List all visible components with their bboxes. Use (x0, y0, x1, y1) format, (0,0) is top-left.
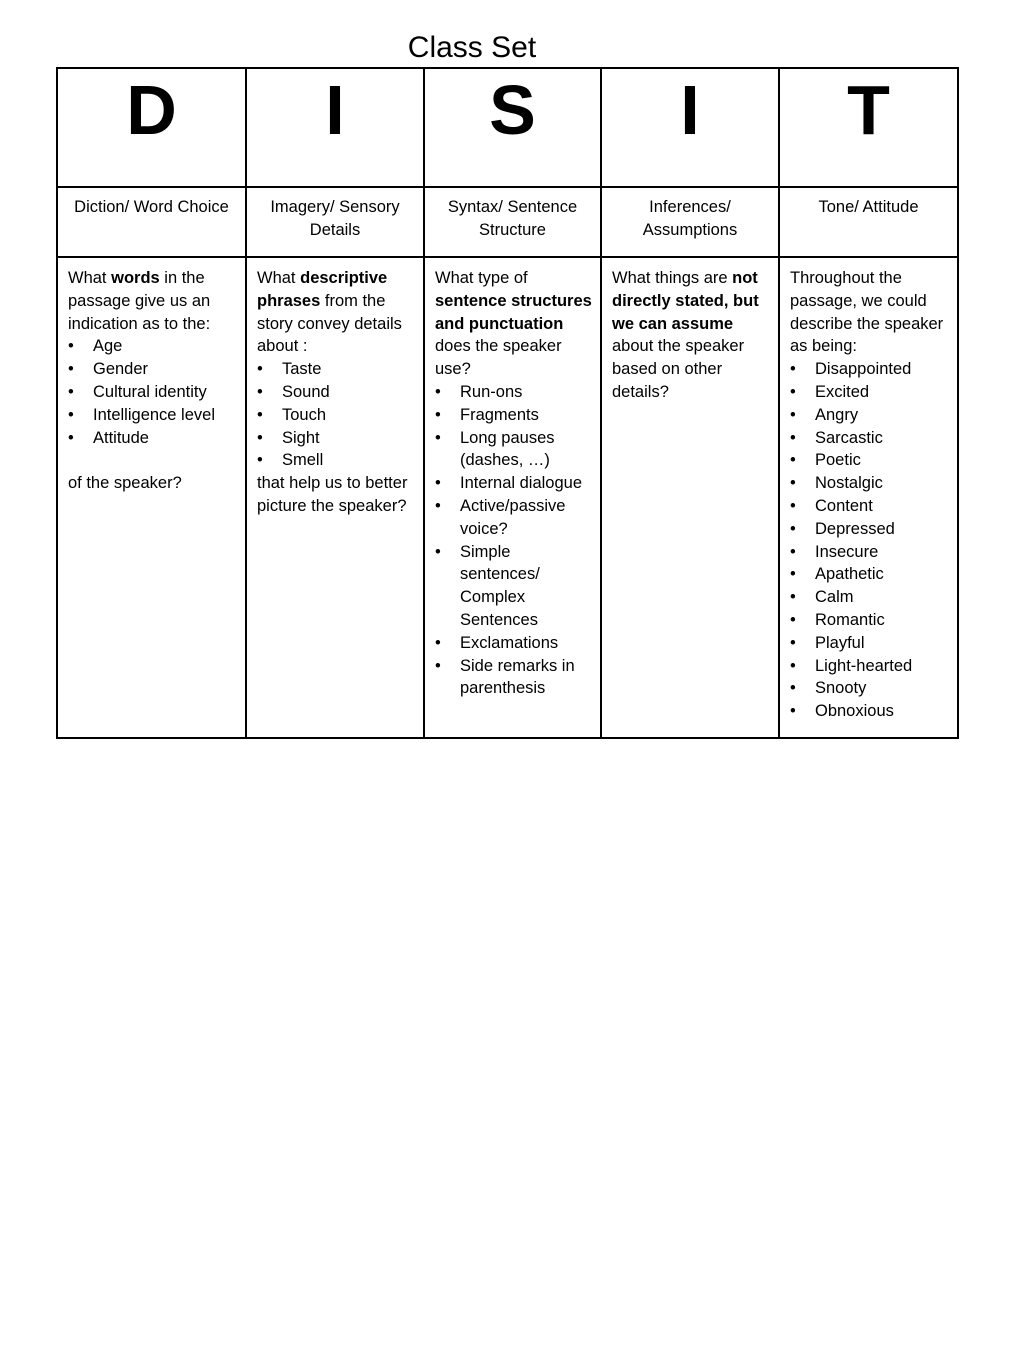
inferences-description-cell (601, 257, 779, 738)
list-item: • Sarcastic (790, 427, 951, 450)
syntax-prompt-post: does the speaker use? (435, 337, 562, 379)
list-item: • Taste (257, 358, 417, 381)
list-item: • Calm (790, 586, 951, 609)
list-item: • Sight (257, 427, 417, 450)
list-item: • Sound (257, 381, 417, 404)
list-item: • Side remarks in parenthesis (435, 655, 594, 701)
list-item: • Apathetic (790, 563, 951, 586)
list-item: • Active/passive voice? (435, 495, 594, 541)
list-item: • Content (790, 495, 951, 518)
category-name-syntax: Syntax/ Sentence Structure (424, 187, 601, 257)
imagery-list (257, 358, 417, 472)
list-item: • Insecure (790, 541, 951, 564)
description-row (57, 257, 958, 738)
syntax-description-cell (424, 257, 601, 738)
tone-intro: Throughout the passage, we could describe the speaker as being: (790, 269, 944, 356)
list-item: • Snooty (790, 677, 951, 700)
list-item: • Run-ons (435, 381, 594, 404)
diction-prompt-bold: words (111, 269, 160, 287)
list-item: • Disappointed (790, 358, 951, 381)
list-item: • Poetic (790, 449, 951, 472)
inferences-prompt-pre: What things are (612, 269, 733, 287)
imagery-closing: that help us to better picture the speaker? (257, 474, 408, 515)
category-name-row (57, 187, 958, 257)
syntax-list (435, 381, 594, 700)
list-item: • Angry (790, 404, 951, 427)
list-item: • Exclamations (435, 632, 594, 655)
tone-description-cell (779, 257, 958, 738)
inferences-prompt-bold: not directly stated, but we can assume (612, 269, 759, 333)
syntax-prompt-bold: sentence structures and punctuation (435, 291, 592, 333)
list-item: • Light-hearted (790, 655, 951, 678)
list-item: • Playful (790, 632, 951, 655)
list-item: • Intelligence level (68, 404, 239, 427)
syntax-prompt (435, 267, 594, 381)
list-item: • Cultural identity (68, 381, 239, 404)
list-item: • Long pauses (dashes, …) (435, 427, 594, 473)
list-item: • Romantic (790, 609, 951, 632)
letter-cell: D (57, 68, 246, 187)
diction-description-cell (57, 257, 246, 738)
letter-cell: I (601, 68, 779, 187)
letter-cell: T (779, 68, 958, 187)
list-item: • Touch (257, 404, 417, 427)
imagery-description-cell (246, 257, 424, 738)
list-item: • Obnoxious (790, 700, 951, 723)
list-item: • Excited (790, 381, 951, 404)
list-item: • Nostalgic (790, 472, 951, 495)
inferences-prompt (612, 267, 772, 404)
list-item: • Age (68, 335, 239, 358)
page-title: Class Set (407, 31, 537, 64)
diction-prompt (68, 267, 239, 335)
list-item: • Fragments (435, 404, 594, 427)
list-item: • Attitude (68, 427, 239, 450)
list-item: • Internal dialogue (435, 472, 594, 495)
diction-prompt-post: in the passage give us an indication as to the: (68, 269, 211, 333)
list-item: • Smell (257, 449, 417, 472)
list-item: • Gender (68, 358, 239, 381)
diction-prompt-pre: What (68, 269, 112, 287)
category-name-inferences: Inferences/ Assumptions (601, 187, 779, 257)
tone-list (790, 358, 951, 723)
imagery-prompt-post: from the story convey details about : (257, 291, 402, 356)
imagery-prompt-pre: What (257, 269, 301, 287)
list-item: • Simple sentences/ Complex Sentences (435, 541, 594, 632)
category-name-diction: Diction/ Word Choice (57, 187, 246, 257)
list-item: • Depressed (790, 518, 951, 541)
letter-row (57, 68, 958, 187)
syntax-prompt-pre: What type of (435, 269, 528, 287)
diction-closing: of the speaker? (68, 474, 182, 493)
category-name-imagery: Imagery/ Sensory Details (246, 187, 424, 257)
imagery-prompt (257, 267, 417, 358)
diction-list (68, 335, 239, 449)
category-name-tone: Tone/ Attitude (779, 187, 958, 257)
imagery-prompt-bold: descriptive phrases (257, 269, 388, 310)
disit-table (56, 67, 959, 739)
inferences-prompt-post: about the speaker based on other details? (612, 337, 745, 401)
letter-cell: I (246, 68, 424, 187)
letter-cell: S (424, 68, 601, 187)
